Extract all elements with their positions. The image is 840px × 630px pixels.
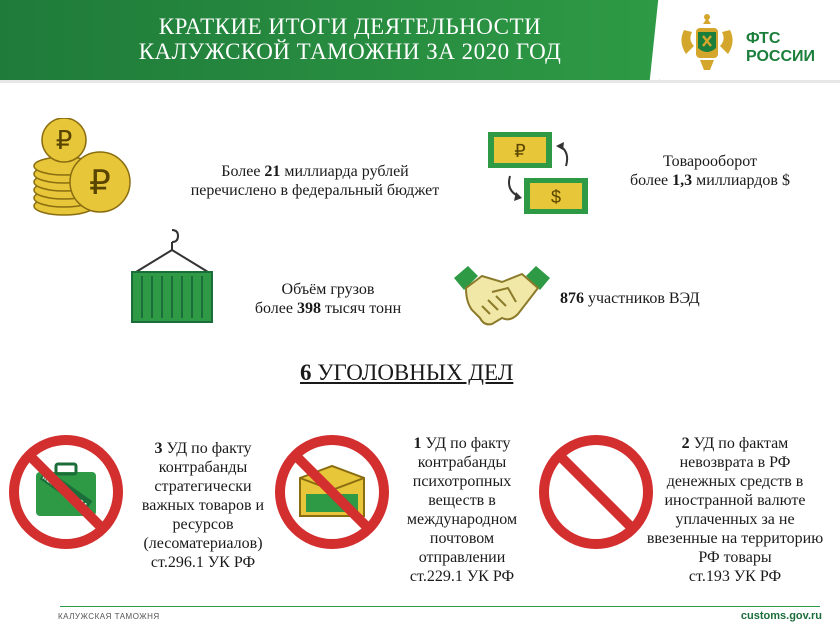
case-3-text [640,434,830,586]
case-2-count: 1 [413,435,422,452]
footer-org: КАЛУЖСКАЯ ТАМОЖНЯ [58,612,160,621]
stat-cargo-rest: тысяч тонн [320,300,402,317]
case-2-line-3: психотропных [412,473,512,490]
case-1-line-3: стратегически [154,478,252,495]
logo-line-1: ФТС [746,30,781,47]
case-3-line-7: РФ товары [698,549,772,566]
cases-label: УГОЛОВНЫХ ДЕЛ [311,360,514,385]
stat-turnover-rest: миллиардов $ [692,172,790,189]
case-1-count: 3 [154,440,163,457]
footer-divider [60,606,820,607]
footer [0,600,840,630]
stat-cargo-line1: Объём грузов [281,281,375,298]
title-line-1: КРАТКИЕ ИТОГИ ДЕЯТЕЛЬНОСТИ [158,14,542,39]
stat-turnover-line1: Товарооборот [663,153,757,170]
stat-turnover-prefix: более [630,172,673,189]
case-2-line-2: контрабанды [417,454,507,471]
logo-text [746,30,815,66]
case-3-line-5: уплаченных за не [675,511,795,528]
svg-text:₽: ₽ [514,141,526,161]
money-exchange-icon [484,128,594,218]
stat-budget-value: 21 [264,163,281,180]
stat-budget-prefix: Более [221,163,265,180]
stat-budget-rest: миллиарда рублей [280,163,409,180]
stat-participants-value: 876 [560,290,584,307]
case-2-line-8: ст.229.1 УК РФ [409,568,515,585]
case-3-count: 2 [681,435,690,452]
case-3-line-6: ввезенные на территорию [646,530,824,547]
svg-text:$: $ [550,187,562,207]
case-1-text [128,439,278,572]
case-1-line-2: контрабанды [158,459,248,476]
case-3-line-2: невозврата в РФ [679,454,791,471]
no-contraband-icon [6,432,126,552]
svg-text:₽: ₽ [55,125,73,155]
stat-budget-line1 [160,162,470,181]
case-2-line-1 [392,434,532,453]
stat-cargo-prefix: более [254,300,297,317]
case-1-line-1 [128,439,278,458]
case-2-line-4: веществ в [428,492,496,509]
case-1-line-6: (лесоматериалов) [143,535,263,552]
header-banner [0,0,660,80]
stat-cargo [228,280,428,318]
case-2-line-1-text: УД по факту [425,435,511,452]
stat-budget-line2: перечислено в федеральный бюджет [190,182,440,199]
header-divider [0,80,840,83]
no-parcel-icon [272,432,392,552]
case-3-line-1-text: УД по фактам [693,435,789,452]
cases-count: 6 [300,360,312,385]
case-3-line-1 [640,434,830,453]
prohibited-icon [536,432,656,552]
header-stripe [650,0,668,80]
stat-budget [160,162,470,200]
title-line-2: КАЛУЖСКОЙ ТАМОЖНИ ЗА 2020 ГОД [138,39,562,64]
case-2-line-7: отправлении [418,549,506,566]
logo-line-2: РОССИИ [746,48,816,65]
cases-heading [300,360,513,386]
coins-icon [28,118,138,228]
container-icon [128,228,218,328]
handshake-icon [452,262,552,332]
case-3-line-4: иностранной валюте [664,492,806,509]
stat-turnover-value: 1,3 [672,172,693,189]
footer-site-link[interactable]: customs.gov.ru [740,610,822,622]
case-1-line-1-text: УД по факту [166,440,252,457]
case-1-line-5: ресурсов [172,516,234,533]
case-2-text [392,434,532,586]
case-3-line-3: денежных средств в [666,473,804,490]
stat-turnover [600,152,820,190]
svg-text:₽: ₽ [89,164,111,202]
stat-turnover-line2 [600,171,820,190]
stat-participants-rest: участников ВЭД [584,290,700,307]
case-2-line-6: почтовом [429,530,495,547]
case-1-line-7: ст.296.1 УК РФ [150,554,256,571]
stat-cargo-line2 [228,299,428,318]
page-title [100,14,600,64]
fts-logo [676,12,836,76]
case-3-line-8: ст.193 УК РФ [688,568,782,585]
stat-cargo-value: 398 [296,300,321,317]
case-1-line-4: важных товаров и [141,497,265,514]
case-2-line-5: международном [406,511,518,528]
emblem-icon [676,12,738,76]
stat-participants [560,289,740,308]
